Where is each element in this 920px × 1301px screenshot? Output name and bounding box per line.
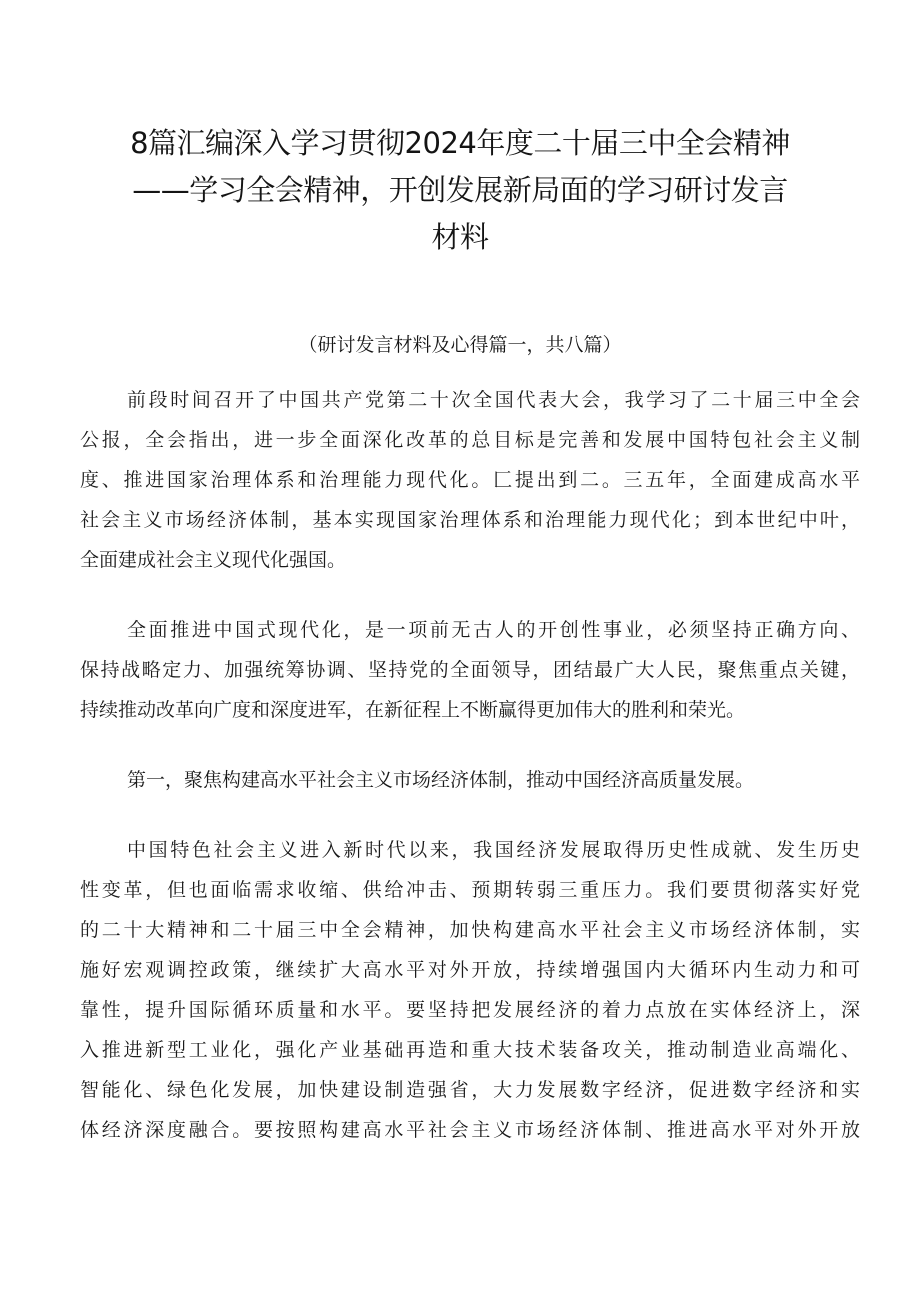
paragraph-4 bbox=[80, 830, 860, 1150]
text-line: 靠性，提升国际循环质量和水平。要坚持把发展经济的着力点放在实体经济上，深 bbox=[80, 999, 860, 1021]
text-line: 公报，全会指出，进一步全面深化改革的总目标是完善和发展中国特包社会主义制 bbox=[80, 429, 860, 451]
document-subtitle: （研讨发言材料及心得篇一，共八篇） bbox=[298, 334, 622, 356]
text-line: 前段时间召开了中国共产党第二十次全国代表大会，我学习了二十届三中全会 bbox=[127, 389, 860, 411]
paragraph-3 bbox=[80, 760, 860, 800]
paragraph-2 bbox=[80, 610, 860, 730]
text-line: 的二十大精神和二十届三中全会精神，加快构建高水平社会主义市场经济体制，实 bbox=[80, 919, 860, 941]
document-title bbox=[60, 120, 860, 261]
text-line: 持续推动改革向广度和深度进军，在新征程上不断赢得更加伟大的胜利和荣光。 bbox=[80, 699, 746, 721]
text-line: 入推进新型工业化，强化产业基础再造和重大技术装备攻关，推动制造业高端化、 bbox=[80, 1039, 860, 1061]
paragraph-gap bbox=[80, 800, 860, 830]
text-line: 第一，聚焦构建高水平社会主义市场经济体制，推动中国经济高质量发展。 bbox=[127, 769, 755, 791]
text-line: 全面推进中国式现代化，是一项前无古人的开创性事业，必须坚持正确方向、 bbox=[127, 619, 860, 641]
text-line: 保持战略定力、加强统筹协调、坚持党的全面领导，团结最广大人民，聚焦重点关键， bbox=[80, 659, 860, 681]
text-line: 体经济深度融合。要按照构建高水平社会主义市场经济体制、推进高水平对外开放 bbox=[80, 1119, 860, 1141]
text-line: 中国特色社会主义进入新时代以来，我国经济发展取得历史性成就、发生历史 bbox=[127, 839, 860, 861]
paragraph-1 bbox=[80, 380, 860, 580]
text-line: 度、推进国家治理体系和治理能力现代化。匚提出到二。三五年，全面建成高水平 bbox=[80, 469, 860, 491]
paragraph-gap bbox=[80, 730, 860, 760]
title-line: ——学习全会精神，开创发展新局面的学习研讨发言 bbox=[132, 173, 788, 207]
paragraph-gap bbox=[80, 580, 860, 610]
title-line: 材料 bbox=[431, 220, 489, 254]
text-line: 性变革，但也面临需求收缩、供给冲击、预期转弱三重压力。我们要贯彻落实好党 bbox=[80, 879, 860, 901]
text-line: 智能化、绿色化发展，加快建设制造强省，大力发展数字经济，促进数字经济和实 bbox=[80, 1079, 860, 1101]
text-line: 全面建成社会主义现代化强国。 bbox=[80, 549, 347, 571]
title-line: 8篇汇编深入学习贯彻2024年度二十届三中全会精神 bbox=[130, 126, 790, 160]
text-line: 社会主义市场经济体制，基本实现国家治理体系和治理能力现代化；到本世纪中叶， bbox=[80, 509, 860, 531]
document-body bbox=[80, 380, 860, 1150]
text-line: 施好宏观调控政策，继续扩大高水平对外开放，持续增强国内大循环内生动力和可 bbox=[80, 959, 860, 981]
